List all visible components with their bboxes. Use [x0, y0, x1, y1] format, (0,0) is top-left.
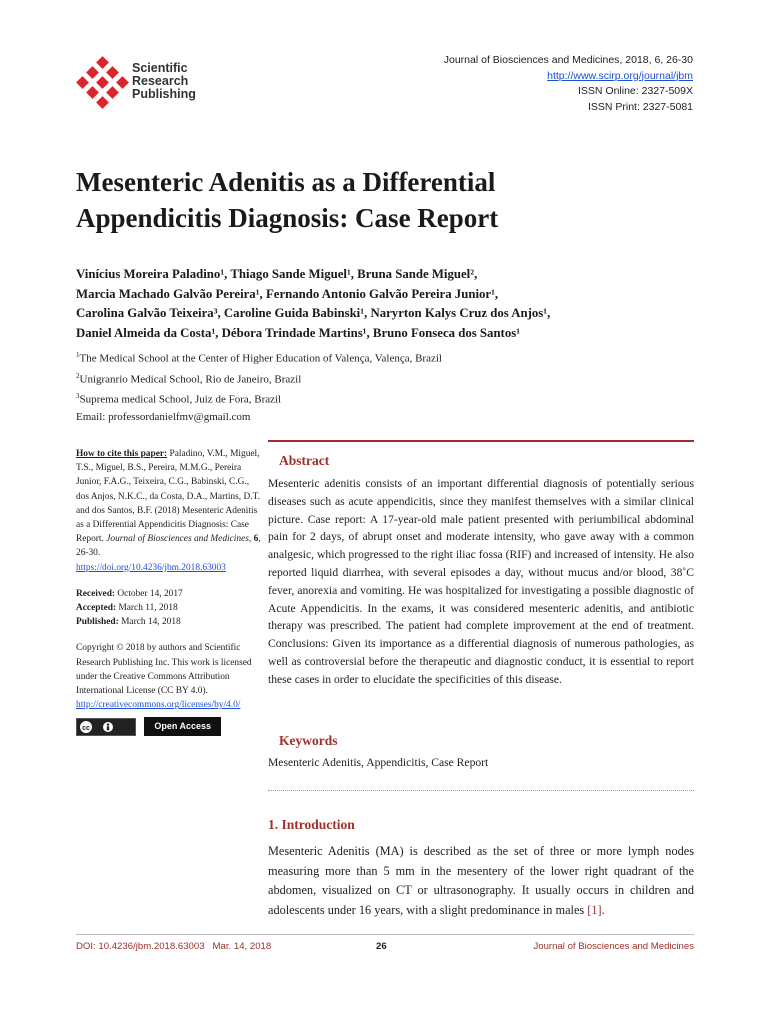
keywords-heading: Keywords	[279, 733, 338, 748]
affiliation-text: Suprema medical School, Juiz de Fora, Brazil	[79, 393, 282, 406]
abstract-heading: Abstract	[279, 453, 330, 468]
svg-text:cc: cc	[82, 724, 90, 732]
journal-url-link[interactable]: http://www.scirp.org/journal/jbm	[547, 69, 693, 82]
date-value: March 11, 2018	[118, 603, 178, 614]
copyright-text: Copyright © 2018 by authors and Scientific Research Publishing Inc. This work is licensed under the Creative Commons Attribution International License (CC BY 4.0).	[76, 643, 252, 697]
footer-doi: DOI: 10.4236/jbm.2018.63003	[76, 941, 205, 952]
publisher-name	[132, 62, 196, 101]
corresponding-email: Email: professordanielfmv@gmail.com	[76, 410, 251, 423]
affiliation-text: Unigranrio Medical School, Rio de Janeiro, Brazil	[79, 373, 302, 386]
footer-date: Mar. 14, 2018	[212, 941, 272, 952]
section-divider	[268, 790, 694, 791]
copyright-notice	[76, 641, 264, 735]
how-to-cite-label: How to cite this paper:	[76, 449, 168, 459]
affiliation-number: 1	[76, 351, 80, 359]
how-to-cite: How to cite this paper: Paladino, V.M., Miguel, T.S., Miguel, B.S., Pereira, M.M.G., Pereira Junior, F.A.G., Teixeira, C.G., Babinski, C.G., dos Anjos, N.K.C., da Costa, D.A., Martins, D.T. and dos Santos, B.F. (2018) Mesenteric Adenitis as a Differential Appendicitis Diagnosis: Case Report. Journal of Biosciences and Medicines, 6, 26-30. https://doi.org/10.4236/jbm.2018.63003	[76, 449, 261, 573]
paper-title-line: Mesenteric Adenitis as a Differential	[76, 167, 496, 197]
journal-citation: Journal of Biosciences and Medicines, 2018, 6, 26-30	[443, 54, 693, 66]
date-label: Published:	[76, 617, 119, 628]
license-link[interactable]: http://creativecommons.org/licenses/by/4.0/	[76, 700, 241, 711]
author-line: Marcia Machado Galvão Pereira¹, Fernando Antonio Galvão Pereira Junior¹,	[76, 286, 499, 301]
affiliations	[76, 347, 696, 426]
author-line: Vinícius Moreira Paladino¹, Thiago Sande Miguel¹, Bruna Sande Miguel²,	[76, 267, 478, 281]
introduction-body: Mesenteric Adenitis (MA) is described as the set of three or more lymph nodes measuring more than 5 mm in the mesentery of the lower right quadrant of the abdomen, visualized on CT or ultrasonography. It usually occurs in children and adolescents under 16 years, with a slight predominance in males	[268, 844, 694, 917]
affiliation	[76, 347, 696, 368]
publisher-name-line: Research	[132, 74, 189, 88]
publisher-logo	[76, 56, 206, 112]
date-received	[76, 587, 264, 601]
doi-link[interactable]: https://doi.org/10.4236/jbm.2018.63003	[76, 562, 226, 573]
introduction-text	[268, 842, 694, 920]
journal-info	[444, 53, 693, 115]
publisher-name-line: Publishing	[132, 87, 196, 101]
affiliation-number: 2	[76, 371, 80, 380]
keywords-text: Mesenteric Adenitis, Appendicitis, Case Report	[268, 756, 489, 769]
date-label: Accepted:	[76, 603, 117, 614]
publisher-logo-icon	[76, 56, 130, 112]
cite-pages: , 26-30.	[76, 534, 261, 559]
cite-volume: 6	[253, 534, 259, 545]
paper-title	[76, 164, 696, 236]
abstract-top-rule	[268, 440, 694, 442]
abstract-text: Mesenteric adenitis consists of an important differential diagnosis of potentially serious diseases such as acute appendicitis, since they manifest themselves with a similar clinical picture. Case report: A 17-year-old male patient presented with periumbilical abdominal pain for 2 days, of abrupt onset and moderate intensity, who gave away with a common analgesic, which progressed to the right iliac fossa (RIF) and increased of intensity. He also reported liquid diarrhea, with several episodes a day, without mucus and/or blood, 38˚C fever, anorexia and vomiting. He was hospitalized for investigating a possible diagnostic of Acute Appendicitis. In the exams, it was considered mesenteric adenitis, and antibiotic therapy was prescribed. The patient had complete improvement at the end of treatment. Conclusions: Given its importance as a differential diagnosis of numerous pathologies, as well as controversial before the therapeutic and diagnostic conduct, it is essential to report these cases in order to elucidate the specificities of this disease.	[268, 477, 694, 686]
date-value: March 14, 2018	[121, 617, 181, 628]
affiliation	[76, 388, 696, 409]
publication-dates	[76, 587, 264, 630]
date-value: October 14, 2017	[117, 588, 183, 599]
footer-rule	[76, 934, 694, 935]
reference-link[interactable]: [1]	[587, 902, 602, 917]
how-to-cite-text: Paladino, V.M., Miguel, T.S., Miguel, B.S., Pereira, M.M.G., Pereira Junior, F.A.G., Teixeira, C.G., Babinski, C.G., dos Anjos, N.K.C., da Costa, D.A., Martins, D.T. and dos Santos, B.F. (2018) Mesenteric Adenitis as a Differential Appendicitis Diagnosis: Case Report.	[76, 449, 260, 545]
footer-doi-date	[76, 941, 271, 952]
publisher-name-line: Scientific	[132, 61, 188, 75]
author-line: Daniel Almeida da Costa¹, Débora Trindade Martins¹, Bruno Fonseca dos Santos¹	[76, 325, 521, 340]
introduction-heading: 1. Introduction	[268, 817, 355, 832]
page-number: 26	[376, 941, 387, 952]
open-access-badge: Open Access	[144, 717, 221, 735]
citation-sidebar	[76, 447, 264, 736]
author-list	[76, 265, 696, 343]
introduction-end: .	[601, 902, 605, 917]
affiliation-text: The Medical School at the Center of Higher Education of Valença, Valença, Brazil	[79, 352, 442, 365]
date-published	[76, 615, 264, 629]
date-accepted	[76, 601, 264, 615]
cite-journal-name: Journal of Biosciences and Medicines	[106, 534, 249, 545]
license-badges	[76, 717, 264, 735]
author-line: Carolina Galvão Teixeira³, Caroline Guida Babinski¹, Naryrton Kalys Cruz dos Anjos¹,	[76, 306, 551, 320]
affiliation	[76, 368, 696, 389]
date-label: Received:	[76, 588, 116, 599]
issn-print: ISSN Print: 2327-5081	[587, 100, 693, 113]
issn-online: ISSN Online: 2327-509X	[578, 85, 693, 97]
footer-journal: Journal of Biosciences and Medicines	[533, 941, 694, 952]
affiliation-number: 3	[76, 392, 80, 401]
cc-by-icon	[76, 718, 136, 736]
paper-title-line: Appendicitis Diagnosis: Case Report	[76, 203, 499, 233]
